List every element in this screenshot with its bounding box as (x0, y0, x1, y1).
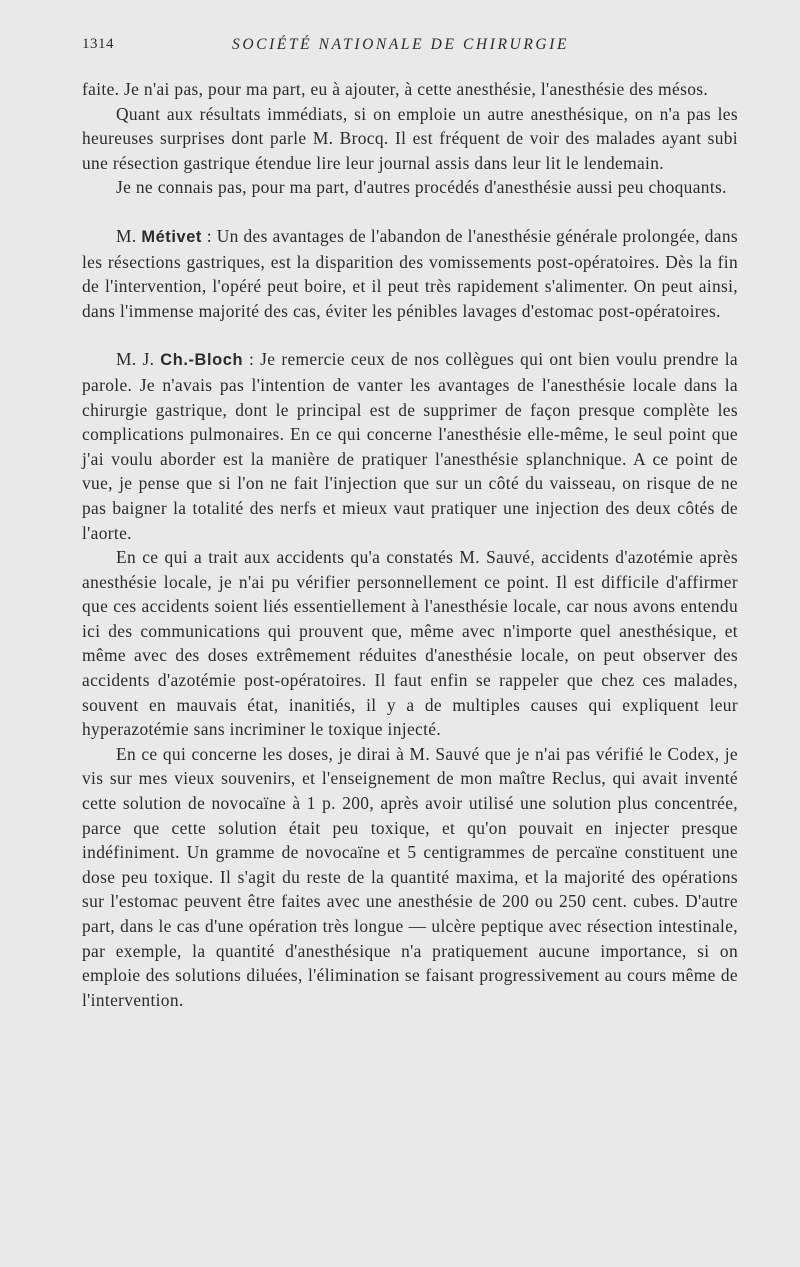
speaker-prefix: M. J. (116, 349, 161, 370)
paragraph-text: Je ne connais pas, pour ma part, d'autres procédés d'anesthésie aussi peu choquants. (116, 177, 727, 198)
paragraph (82, 175, 738, 200)
paragraph (82, 545, 738, 742)
paragraph (82, 742, 738, 1013)
paragraph-text: En ce qui a trait aux accidents qu'a constatés M. Sauvé, accidents d'azotémie après anesthésie locale, je n'ai pu vérifier personnellement ce point. Il est difficile d'affirmer que ces accidents soient liés essentiellement à l'anesthésie locale, car nous avons entendu ici des communications qui prouvent que, même avec n'importe quel anesthésique, et même avec des doses extrêmement réduites d'anesthésie locale, on peut observer des accidents d'azotémie post-opératoires. Il faut enfin se rappeler que chez ces malades, souvent en mauvais état, inanitiés, il y a de multiples causes qui expliquent leur hyperazotémie sans incriminer le toxique injecté. (82, 547, 738, 740)
paragraph-text: En ce qui concerne les doses, je dirai à M. Sauvé que je n'ai pas vérifié le Codex, je vis sur mes vieux souvenirs, et l'enseignement de mon maître Reclus, qui avait inventé cette solution de novocaïne à 1 p. 200, après avoir utilisé une solution plus concentrée, parce que cette solution était peu toxique, et qu'on pouvait en injecter presque indéfiniment. Un gramme de novocaïne et 5 centigrammes de percaïne constituent une dose peu toxique. Il s'agit du reste de la quantité maxima, et la majorité des opérations sur l'estomac peuvent être faites avec une anesthésie de 200 ou 250 cent. cubes. D'autre part, dans le cas d'une opération très longue — ulcère peptique avec résection intestinale, par exemple, la quantité d'anesthésique n'a pratiquement aucune importance, si on emploie des solutions diluées, l'élimination se faisant progressivement au cours même de l'intervention. (82, 743, 738, 1010)
paragraph-text: faite. Je n'ai pas, pour ma part, eu à ajouter, à cette anesthésie, l'anesthésie des mésos. (82, 79, 709, 99)
paragraph-text: : Un des avantages de l'abandon de l'anesthésie générale prolongée, dans les résections gastriques, est la disparition des vomissements post-opératoires. Dès la fin de l'intervention, l'opéré peut boire, et il peut très rapidement s'alimenter. On peut ainsi, dans l'immense majorité des cas, éviter les pénibles lavages d'estomac post-opératoires. (82, 225, 738, 321)
paragraph (82, 102, 738, 176)
paragraph-metivet (82, 224, 738, 323)
body-text (82, 77, 738, 1012)
paragraph-text: Quant aux résultats immédiats, si on emploie un autre anesthésique, on n'a pas les heureuses surprises dont parle M. Brocq. Il est fréquent de voir des malades ayant subi une résection gastrique étendue lire leur journal assis dans leur lit le lendemain. (82, 103, 738, 173)
page-number: 1314 (82, 36, 114, 52)
paragraph-continuation (82, 77, 738, 102)
journal-title: SOCIÉTÉ NATIONALE DE CHIRURGIE (232, 36, 570, 53)
paragraph-bloch (82, 347, 738, 545)
speaker-name: Ch.-Bloch (160, 351, 244, 370)
speaker-name: Métivet (141, 227, 202, 246)
paragraph-text: : Je remercie ceux de nos collègues qui ont bien voulu prendre la parole. Je n'avais pas l'intention de vanter les avantages de l'anesthésie locale dans la chirurgie gastrique, dont le principal est de supprimer de façon presque complète les complications pulmonaires. En ce qui concerne l'anesthésie elle-même, le seul point que j'ai voulu aborder est la manière de pratiquer l'anesthésie splanchnique. A ce point de vue, je pense que si l'on ne fait l'injection que sur un côté du vaisseau, on risque de ne pas baigner la totalité des nerfs et mieux vaut pratiquer une injection des deux côtés de l'aorte. (82, 349, 738, 543)
running-head (82, 36, 738, 58)
speaker-prefix: M. (116, 225, 142, 246)
